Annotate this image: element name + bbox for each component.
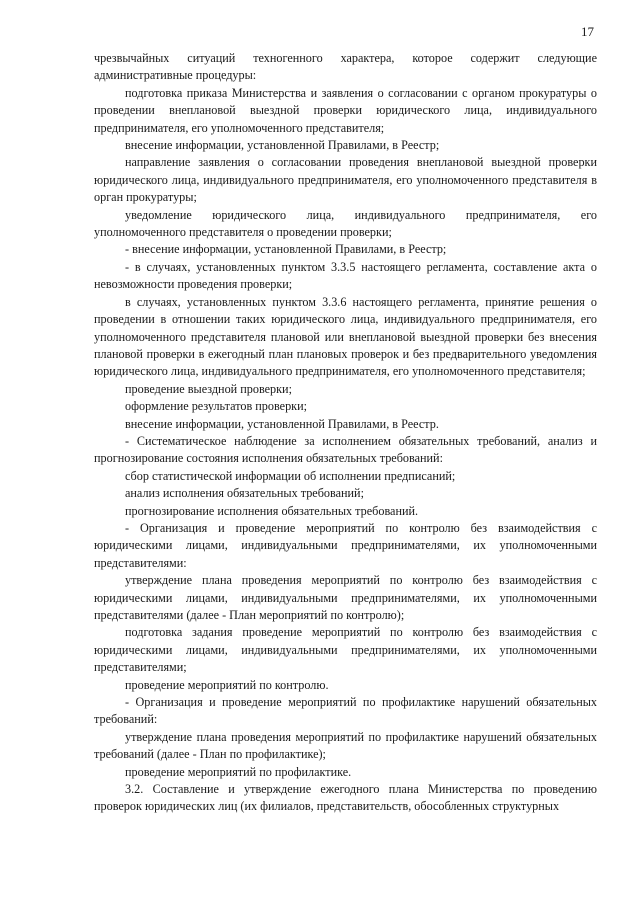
paragraph: сбор статистической информации об исполнении предписаний; [125,468,456,483]
paragraph: проведение мероприятий по контролю. [125,677,329,692]
page-number: 17 [581,24,594,39]
paragraph: - в случаях, установленных пунктом 3.3.5 настоящего регламента, составление акта о невозможности проведения проверки; [94,259,597,292]
paragraph: утверждение плана проведения мероприятий по контролю без взаимодействия с юридическими лицами, индивидуальными предпринимателями, их уполномоченными представителями (далее - План мероприятий по контролю); [94,573,597,622]
paragraph: внесение информации, установленной Правилами, в Реестр; [125,138,440,153]
paragraph: - внесение информации, установленной Правилами, в Реестр; [125,242,447,257]
paragraph: подготовка задания проведение мероприятий по контролю без взаимодействия с юридическими лицами, индивидуальными предпринимателями, их уполномоченными представителями; [94,625,597,675]
paragraph: - Организация и проведение мероприятий по контролю без взаимодействия с юридическими лицами, индивидуальными предпринимателями, их уполномоченными представителями: [94,520,597,570]
document-body [94,50,597,816]
paragraph: утверждение плана проведения мероприятий по профилактике нарушений обязательных требований (далее - План по профилактике); [94,729,597,762]
paragraph: - Систематическое наблюдение за исполнением обязательных требований, анализ и прогнозирование состояния исполнения обязательных требований: [94,433,597,466]
paragraph: направление заявления о согласовании проведения внеплановой выездной проверки юридического лица, индивидуального предпринимателя, его уполномоченного представителя в орган прокуратуры; [94,155,597,205]
paragraph: в случаях, установленных пунктом 3.3.6 настоящего регламента, принятие решения о проведении в отношении таких юридического лица, индивидуального предпринимателя, его уполномоченного представителя плановой или внеплановой выездной проверки без внесения плановой проверки в ежегодный план плановых проверок и без предварительного уведомления юридического лица, индивидуального предпринимателя, его уполномоченного представителя; [94,294,597,379]
paragraph: 3.2. Составление и утверждение ежегодного плана Министерства по проведению проверок юридических лиц (их филиалов, представительств, обособленных структурных [94,782,597,814]
paragraph: проведение мероприятий по профилактике. [125,764,352,779]
paragraph: оформление результатов проверки; [125,399,307,414]
paragraph: анализ исполнения обязательных требований; [125,486,364,501]
paragraph: проведение выездной проверки; [125,381,292,396]
paragraph: - Организация и проведение мероприятий по профилактике нарушений обязательных требований: [94,695,597,727]
paragraph: внесение информации, установленной Правилами, в Реестр. [125,416,439,431]
paragraph: уведомление юридического лица, индивидуального предпринимателя, его уполномоченного представителя о проведении проверки; [94,207,597,240]
paragraph: чрезвычайных ситуаций техногенного характера, которое содержит следующие административные процедуры: [94,51,597,83]
paragraph: подготовка приказа Министерства и заявления о согласовании с органом прокуратуры о проведении внеплановой выездной проверки юридического лица, индивидуального предпринимателя, его уполномоченного представителя; [94,85,597,135]
paragraph: прогнозирование исполнения обязательных требований. [125,503,419,518]
